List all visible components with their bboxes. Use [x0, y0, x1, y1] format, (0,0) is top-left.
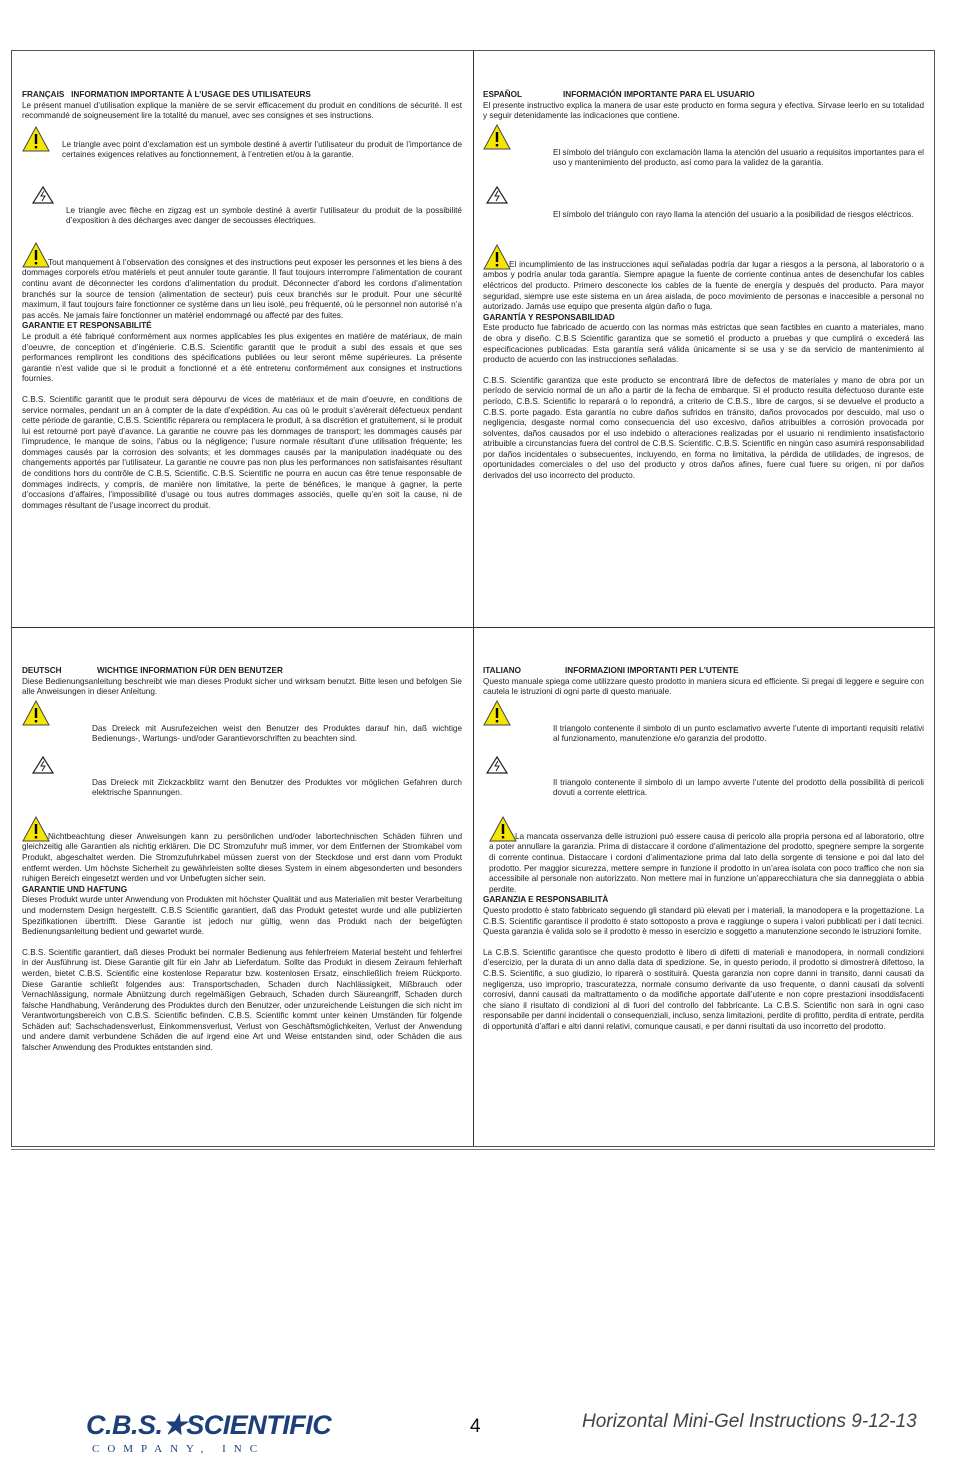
section-title: INFORMATION IMPORTANTE À L’USAGE DES UTILISATEURS: [71, 90, 311, 99]
exclamation-note: Il triangolo contenente il simbolo di un punto esclamativo avverte l’utente di importanti requisiti relativi al funzionamento, manutenzione e/o garanzia del prodotto.: [553, 723, 924, 744]
intro-text: Questo manuale spiega come utilizzare questo prodotto in maniera sicura ed efficiente. Si pregai di leggere e seguire con cautela le istruzioni di ogni parte di questo manuale.: [483, 676, 924, 697]
lang-heading: FRANÇAIS: [22, 90, 65, 99]
section-german: [22, 666, 462, 1054]
warning-text: Nichtbeachtung dieser Anweisungen kann zu persönlichen und/oder labortechnischen Schäden führen und gleichzeitig alle Garantien als nichtig erklären. Die DC Stromzufuhr muß immer, vor dem Entfernen der Stromkabel vom Produkt, abgeschaltet werden. Die Stromzufuhrkabel müssen zuerst von der Steckdose und erst dann vom Produkt entfernt werden. Um höchste Sicherheit zu gewährleisten sollte dieses System in einem abgesonderten und besonders ruhigen Bereich eingesetzt werden und vor Unbefugten sicher sein.: [22, 831, 462, 884]
section-italian: [483, 666, 924, 1032]
section-french: [22, 90, 462, 511]
lang-heading: ESPAÑOL: [483, 90, 522, 99]
warning-exclamation-icon: [22, 126, 50, 152]
warranty-paragraph-1: Dieses Produkt wurde unter Anwendung von Produkten mit höchster Qualität und aus Materialien mit bester Verarbeitung und modernstem Design hergestellt. C.B.S Scientific garantiert, daß das Produkt getestet wurde und alle publizierten Spezifikationen übertrifft. Diese Garantie ist jedoch nur gültig, wenn das Produkt nach der beigefügten Bedienungsanleitung bedient und gewartet wurde.: [22, 895, 462, 937]
warranty-paragraph-1: Le produit a été fabriqué conformément aux normes applicables les plus exigentes en matière de matériaux, de main d’oeuvre, de conception et d’ingénierie. C.B.S. Scientific garantit que le produit a subi des essais et que ses performances rempliront les conditions des spécifications publiées ou leur seront même supérieures. La présente garantie n’est valide que si le produit a fonctionné et a été entretenu conformément aux consignes et instructions fournies.: [22, 331, 462, 384]
warranty-paragraph-2: C.B.S. Scientific garantiza que este producto se encontrará libre de defectos de materiales y mano de obra por un período de servicio normal de un año a partir de la fecha de embarque. Si el producto resulta defectuoso durante este período, C.B.S. Scientific lo reparará o lo repondrá, a criterio de C.B.S., libre de cargos, si se devuelve el producto a C.B.S. porte pagado. Esta garantía no cubre daños sufridos en tránsito, daños provocados por descuido, mal uso o negligencia, desgaste normal como consecuencia del uso excesivo, daños atribuibles a corrosión provocada por solventes, daños causados por el uso indebido o alteraciones realizadas por el usuario ni rendimiento insatisfactorio atribuible a circunstancias fuera del control de C.B.S. Scientific. C.B.S. Scientific en ningún caso asumirá responsabilidad por daños incidentales o subsecuentes, incluyendo, en forma no limitativa, la pérdida de utilidades, de ingresos, de oportunidades comerciales o del uso del producto y otros daños afines, fuere cual fuere su origen, ni por daños derivados del uso incorrecto del producto.: [483, 375, 924, 481]
warranty-paragraph-2: C.B.S. Scientific garantit que le produit sera dépourvu de vices de matériaux et de main d’oeuvre, en conditions de service normales, pendant un an à compter de la date d’expédition. Au cas où le produit s’avérerait défectueux pendant cette période de garantie, C.B.S. Scientific réparera ou remplacera le produit, à sa discrétion et gratuitement, si le produit lui est retourné port payé d’avance. La garantie ne couvre pas les dommages de transport; les dommages causés par l’imprudence, le manque de soins, l’abus ou la négligence; l’usure normale résultant d’une utilisation fréquente; les dommages causés par la corrosion des solvants; et les dommages causés par la manipulation inadéquate ou des changements apportés par l’utilisateur. La garantie ne couvre pas non plus les performances non satisfaisantes résultant de conditions hors du contrôle de C.B.S. Scientific. C.B.S. Scientific ne pourra en aucun cas être tenue responsable de dommages indirects, y compris, de manière non limitative, la perte de bénéfices, le manque à gagner, la perte d’occasions d’affaires, l’impossibilité d’usage ou tous autres dommages associés, quelle qu’en soit la cause, ni de dommages résultant de l’usage incorrect du produit.: [22, 394, 462, 510]
section-title: INFORMACIÓN IMPORTANTE PARA EL USUARIO: [563, 90, 755, 99]
section-spanish: [483, 90, 924, 482]
warning-text: La mancata osservanza delle istruzioni può essere causa di pericolo alla propria persona ed al laboratorio, oltre a poter annullare la garanzia. Prima di distaccare il cordone d’alimentazione del prodotto, spegnere sempre la sorgente di corrente continua. Distaccare i cordoni d’alimentazione prima dal lato della sorgente di tensione e poi dal lato del prodotto. Per maggior sicurezza, mettere sempre in funzione il prodotto in un’area isolata con poco traffico che non sia accessibile al personale non autorizzato. Non mettere mai in funzione un’apparecchiatura che sia danneggiata o abbia perdite.: [489, 831, 924, 894]
logo-wordmark: C.B.S.★SCIENTIFIC: [86, 1410, 332, 1440]
warning-text: El incumplimiento de las instrucciones aquí señaladas podría dar lugar a riesgos a la persona, al laboratorio o a ambos y podría anular toda garantía. Siempre apague la fuente de corriente continua antes de desenchufar los cables eléctricos del producto. Primero desconecte los cables de la fuente de energía y después del producto. Para mayor seguridad, siempre use este sistema en un área aislada, de poco movimiento de personas e inaccesible a personal no autorizado. Jamás use equipo que presenta algún daño o fuga.: [483, 259, 924, 312]
electric-shock-icon: [32, 186, 54, 204]
electric-shock-icon: [32, 756, 54, 774]
warranty-paragraph-2: C.B.S. Scientific garantiert, daß dieses Produkt bei normaler Bedienung aus fehlerfreiem Material besteht und fehlerfrei in der Ausführung ist. Diese Garantie gilt für ein Jahr ab Lieferdatum. Sollte das Produkt in diesem Zeiraum fehlerhaft werden, bietet C.B.S. Scientific eine kostenlose Reparatur bzw. kostenlosen Ersatz, einschließlich freiem Rückporto. Diese Garantie schließt folgendes aus: Transportschaden, Schaden durch Nachlässigkeit, Mißbrauch oder Vernachlässigung, normale Abnützung durch regelmäßigen Gebrauch, Schaden durch Säureangriff, Schaden durch falsche Handhabung, Veränderung des Produktes durch den Benutzer, oder unzureichende Leistungen die sich nicht im Verantwortungsbereich von C.B.S. Scientific befinden. C.B.S. Scientific kommt unter keinen Umständen für folgende Schäden auf: Sachschadensverlust, Einkommensverlust, Verlust von Geschäftsmöglichkeiten, Verlust der Anwendung und andere damit verbundene Schäden die auf irgend eine Art und Weise entstanden sind, oder Schäden die aus falscher Anwendung des Produktes entstanden sind.: [22, 947, 462, 1053]
warning-exclamation-icon: [22, 700, 50, 726]
intro-text: El presente instructivo explica la manera de usar este producto en forma segura y efectiva. Sírvase leerlo en su totalidad y seguir detenidamente las indicaciones que contiene.: [483, 100, 924, 121]
document-title: Horizontal Mini-Gel Instructions 9-12-13: [582, 1411, 917, 1432]
warning-exclamation-icon: [483, 700, 511, 726]
lang-heading: ITALIANO: [483, 666, 522, 675]
shock-note: Das Dreieck mit Zickzackblitz warnt den Benutzer des Produktes vor möglichen Gefahren durch elektrische Spannungen.: [92, 777, 462, 798]
warranty-paragraph-1: Questo prodotto è stato fabbricato seguendo gli standard più elevati per i materiali, la manodopera e la progettazione. La C.B.S. Scientific garantisce il prodotto è stato sottoposto a prova e raggiunge o supera i valori pubblicati per i dati tecnici. Questa garanzia è valida solo se il prodotto è messo in esercizio e soggetto a manutenzione secondo le istruzioni fornite.: [483, 905, 924, 937]
warning-exclamation-icon: [483, 244, 511, 270]
warning-exclamation-icon: [489, 816, 517, 842]
warranty-title: GARANTÍA Y RESPONSABILIDAD: [483, 312, 615, 322]
vertical-divider: [473, 51, 474, 1146]
page-number: 4: [470, 1416, 481, 1437]
warranty-paragraph-1: Este producto fue fabricado de acuerdo con las normas más estrictas que sean factibles en cuanto a materiales, mano de obra y diseño. C.B.S Scientific garantiza que se sometió el producto a pruebas y que cumplirá o excederá las especificaciones publicadas. Esta garantía será válida únicamente si se usa y se da servicio de mantenimiento al producto de acuerdo con las instrucciones señaladas.: [483, 323, 924, 365]
warning-exclamation-icon: [483, 124, 511, 150]
intro-text: Diese Bedienungsanleitung beschreibt wie man dieses Produkt sicher und wirksam benutzt. Bitte lesen und befolgen Sie alle Anweisungen in dieser Anleitung.: [22, 676, 462, 697]
shock-note: Le triangle avec flèche en zigzag est un symbole destiné à avertir l’utilisateur du produit de la possibilité d’exposition à des décharges avec danger de secousses électriques.: [66, 205, 462, 226]
warning-text: Tout manquement à l’observation des consignes et des instructions peut exposer les personnes et les biens à des dommages corporels et/ou matériels et peut annuler toute garantie. Il faut toujours interrompre l’alimentation de courant continu avant de déconnecter les cordons d’alimentation du produit. Déconnecter d’abord les cordons d’alimentation branchés sur la source de tension (alimentation de secteur) puis ceux branchés sur le produit. Pour une sécurité maximum, il faut toujours faire fonctionner ce système dans un lieu isolé, peu fréquenté, où le personnel non autorisé n’a pas accès. Ne jamais faire fonctionner un matériel endommagé ou affecté par des fuites.: [22, 257, 462, 320]
exclamation-note: Le triangle avec point d’exclamation est un symbole destiné à avertir l’utilisateur du produit de l’importance de certaines exigences relatives au fonctionnement, à l’entretien et/ou à la garantie.: [62, 139, 462, 160]
shock-note: El símbolo del triángulo con rayo llama la atención del usuario a la posibilidad de riesgos eléctricos.: [553, 209, 914, 219]
section-title: INFORMAZIONI IMPORTANTI PER L’UTENTE: [565, 666, 739, 675]
shock-note: Il triangolo contenente il simbolo di un lampo avverte l’utente del prodotto della possibilità di pericoli dovuti a corrente elettrica.: [553, 777, 924, 798]
warranty-title: GARANZIA E RESPONSABILITÀ: [483, 895, 609, 905]
intro-text: Le présent manuel d’utilisation explique la manière de se servir efficacement du produit en conditions de sécurité. Il est recommandé de soigneusement lire la totalité du manuel, avec ses consignes et ses instructions.: [22, 100, 462, 121]
warranty-title: GARANTIE UND HAFTUNG: [22, 884, 128, 894]
warning-exclamation-icon: [22, 242, 50, 268]
exclamation-note: Das Dreieck mit Ausrufezeichen weist den Benutzer des Produktes darauf hin, daß wichtige Bedienungs-, Wartungs- und/oder Garantievorschriften zu beachten sind.: [92, 723, 462, 744]
warranty-paragraph-2: La C.B.S. Scientific garantisce che questo prodotto è libero di difetti di materiali e manodopera, in normali condizioni d’esercizio, per la durata di un anno dalla data di spedizione. Se, in questo periodo, il prodotto si dimostrerà difettoso, la C.B.S. Scientific, a suo giudizio, lo riparerà o sostituirà. Questa garanzia non copre danni in transito, danni causati da negligenza, uso improprio, trascuratezza, normale consumo derivante da uso frequente, o danni causati da solventi corrosivi, danni causati da maltrattamento o da modifiche apportate dall’utente e non copre prestazioni insoddisfacenti che siano il risultato di condizioni al di fuori del controllo del fabbricante. La C.B.S. Scientific non sarà in ogni caso responsabile per danni incidentali o consequenziali, incluso, senza limitazioni, perdite di profitto, perdita di entrate, perdita di opportunità d’affari e altri danni relativi, comunque causati, e per danni risultati da uso incorretto del prodotto.: [483, 947, 924, 1031]
logo-subtitle: COMPANY, INC: [92, 1443, 266, 1455]
exclamation-note: El símbolo del triángulo con exclamación llama la atención del usuario a requisitos importantes para el uso y mantenimiento del producto, así como para la validez de la garantía.: [553, 147, 924, 168]
warning-exclamation-icon: [22, 816, 50, 842]
warranty-title: GARANTIE ET RESPONSABILITÉ: [22, 321, 152, 331]
lang-heading: DEUTSCH: [22, 666, 62, 675]
company-logo: [86, 1410, 331, 1455]
electric-shock-icon: [486, 186, 508, 204]
horizontal-divider: [12, 627, 934, 628]
section-title: WICHTIGE INFORMATION FÜR DEN BENUTZER: [97, 666, 283, 675]
bottom-rule: [11, 1149, 935, 1150]
electric-shock-icon: [486, 756, 508, 774]
